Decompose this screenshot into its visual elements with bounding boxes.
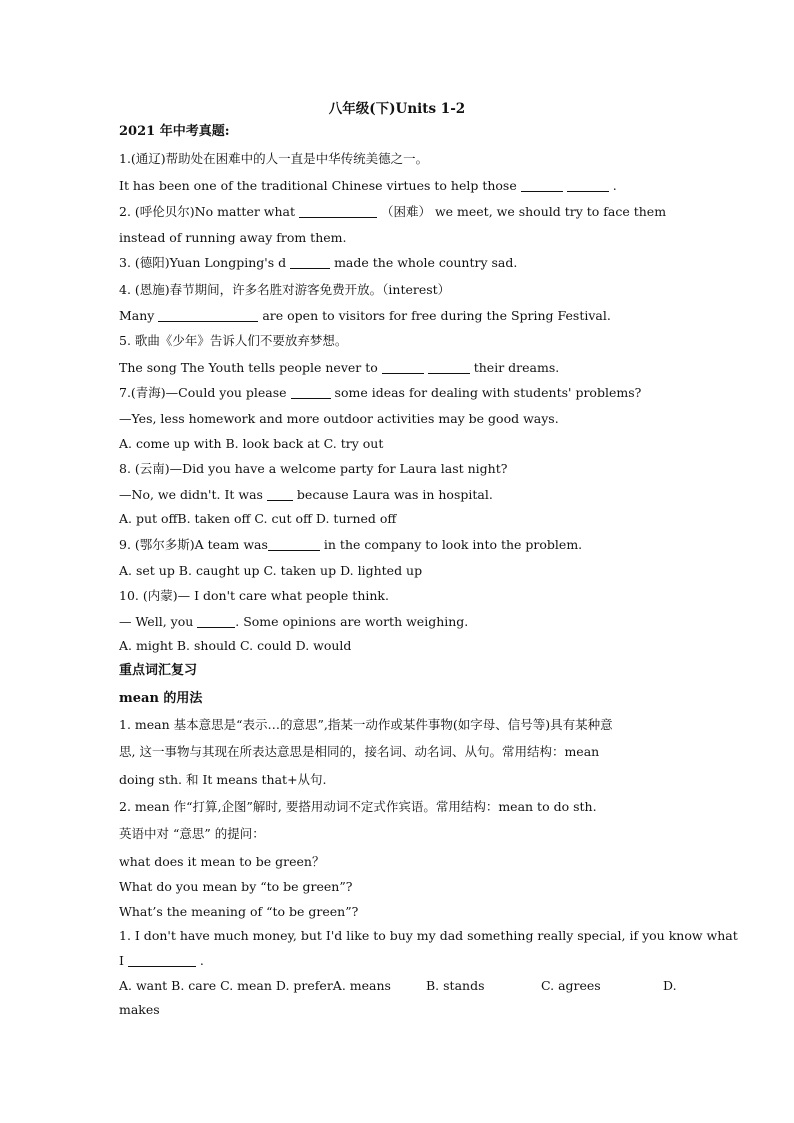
ex1-text-b: . <box>199 953 204 968</box>
mean1-line1: 1. mean 基本意思是“表示…的意思”,指某一动作或某件事物(如字母、信号等)具有某种意 <box>119 717 613 732</box>
q9-text-b: in the company to look into the problem. <box>323 537 583 552</box>
q1-text: It has been one of the traditional Chinese virtues to help those <box>119 178 517 193</box>
q7-text-b: some ideas for dealing with students' problems? <box>334 385 642 400</box>
ex1-line2 <box>119 952 684 970</box>
q4-text-a: Many <box>119 308 155 323</box>
ex1-options-a: A. want B. care C. mean D. preferA. means <box>119 978 391 993</box>
q5-blank-2[interactable] <box>428 361 470 374</box>
q3-text-b: made the whole country sad. <box>334 255 518 270</box>
q4-prompt: 4. (恩施)春节期间，许多名胜对游客免费开放。（interest） <box>119 282 451 297</box>
q3-blank[interactable] <box>290 256 330 269</box>
q7-options: A. come up with B. look back at C. try out <box>119 436 384 451</box>
q7-reply: —Yes, less homework and more outdoor activities may be good ways. <box>119 411 559 426</box>
q1-answer-line <box>119 177 684 195</box>
ex1-options-tail: makes <box>119 1002 160 1017</box>
mean1-line2: 思, 这一事物与其现在所表达意思是相同的，接名词、动名词、从句。常用结构：mean <box>119 744 600 759</box>
q8-text-a: —No, we didn't. It was <box>119 487 263 502</box>
page-title: 八年级(下)Units 1-2 <box>328 101 466 117</box>
q8-line2 <box>119 486 684 504</box>
q8-line1: 8. (云南)—Did you have a welcome party for Laura last night? <box>119 461 508 476</box>
q10-text-b: . Some opinions are worth weighing. <box>235 614 469 629</box>
ex1-options-d: D. <box>663 978 677 993</box>
q5-blank-1[interactable] <box>382 361 424 374</box>
q3-line <box>119 254 684 272</box>
q1-blank-2[interactable] <box>567 179 609 192</box>
q8-blank[interactable] <box>267 488 293 501</box>
q5-text-b: their dreams. <box>473 360 560 375</box>
ask-example-3: What’s the meaning of “to be green”? <box>119 904 359 919</box>
mean1-line3: doing sth. 和 It means that+从句. <box>119 772 327 787</box>
q7-line1 <box>119 384 684 402</box>
q10-line2 <box>119 613 684 631</box>
section-mean-heading: mean 的用法 <box>119 691 203 706</box>
ex1-text-a: I <box>119 953 124 968</box>
q8-text-b: because Laura was in hospital. <box>296 487 493 502</box>
ask-title: 英语中对 “意思” 的提问： <box>119 826 265 841</box>
q8-options: A. put offB. taken off C. cut off D. turned off <box>119 511 397 526</box>
ex1-options-c: C. agrees <box>541 978 601 993</box>
q3-text-a: 3. (德阳)Yuan Longping's d <box>119 255 287 270</box>
q9-blank[interactable] <box>268 538 320 551</box>
q1-prompt: 1.(通辽)帮助处在困难中的人一直是中华传统美德之一。 <box>119 151 429 166</box>
q1-blank-1[interactable] <box>521 179 563 192</box>
section-exam-heading: 2021 年中考真题: <box>119 124 230 139</box>
q7-blank[interactable] <box>291 386 331 399</box>
q10-blank[interactable] <box>197 615 235 628</box>
q7-text-a: 7.(青海)—Could you please <box>119 385 287 400</box>
q1-end: . <box>612 178 617 193</box>
ex1-options-b: B. stands <box>426 978 485 993</box>
ask-example-2: What do you mean by “to be green”? <box>119 879 353 894</box>
q2-text-a: 2. (呼伦贝尔)No matter what <box>119 204 296 219</box>
q2-line1 <box>119 203 684 221</box>
q5-answer-line <box>119 359 684 377</box>
q4-answer-line <box>119 307 684 325</box>
ask-example-1: what does it mean to be green？ <box>119 854 325 869</box>
q9-options: A. set up B. caught up C. taken up D. lighted up <box>119 563 423 578</box>
q10-options: A. might B. should C. could D. would <box>119 638 352 653</box>
ex1-blank[interactable] <box>128 954 196 967</box>
q5-prompt: 5. 歌曲《少年》告诉人们不要放弃梦想。 <box>119 333 348 348</box>
ex1-line1: 1. I don't have much money, but I'd like to buy my dad something really special, if you know what <box>119 928 738 943</box>
q2-text-b: （困难） we meet, we should try to face them <box>380 204 667 219</box>
q4-text-b: are open to visitors for free during the Spring Festival. <box>262 308 611 323</box>
q10-text-a: — Well, you <box>119 614 194 629</box>
q2-blank[interactable] <box>299 205 377 218</box>
q10-line1: 10. (内蒙)— I don't care what people think. <box>119 588 389 603</box>
q9-line1 <box>119 536 684 554</box>
section-vocab-heading: 重点词汇复习 <box>119 663 198 678</box>
q9-text-a: 9. (鄂尔多斯)A team was <box>119 537 268 552</box>
mean2-line: 2. mean 作“打算,企图”解时, 要搭用动词不定式作宾语。常用结构：mean to do sth. <box>119 799 597 814</box>
q2-line2: instead of running away from them. <box>119 230 347 245</box>
q5-text-a: The song The Youth tells people never to <box>119 360 378 375</box>
q4-blank[interactable] <box>158 309 258 322</box>
